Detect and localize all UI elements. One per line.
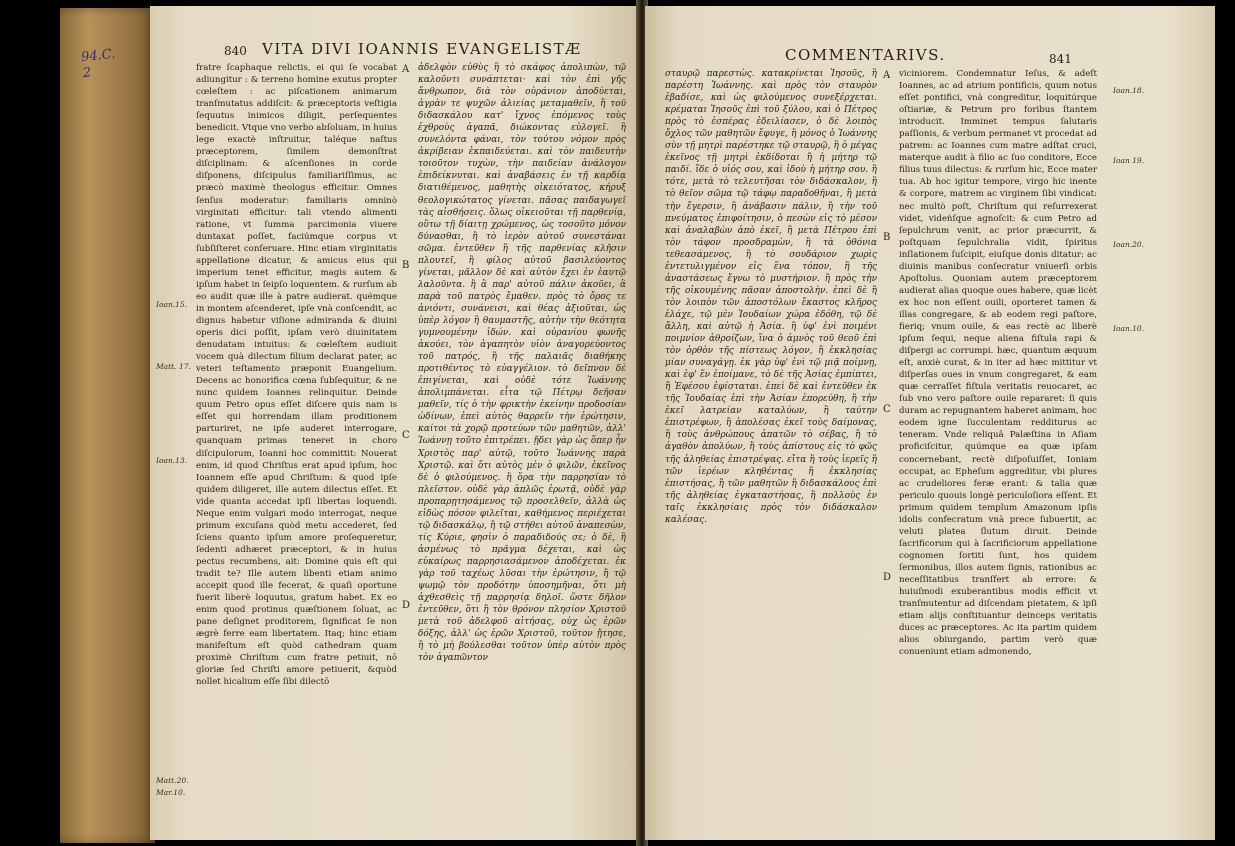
margin-note: Matt.20. — [156, 776, 189, 785]
margin-note: Mar.10. — [156, 788, 186, 797]
section-letter-b: B — [402, 260, 410, 271]
greek-column-right — [665, 68, 877, 834]
margin-note: Ioan 19. — [1113, 156, 1145, 165]
margin-note: Ioan.13. — [156, 456, 188, 465]
margin-note: Matt. 17. — [156, 362, 191, 371]
running-header-left: VITA DIVI IOANNIS EVANGELISTÆ — [262, 40, 582, 58]
section-letter-a: A — [883, 70, 891, 81]
section-letter-a: A — [402, 64, 410, 75]
latin-column-left — [196, 62, 397, 832]
running-header-right: COMMENTARIVS. — [785, 46, 946, 64]
greek-text-right: σταυρῷ παρεστὼς. κατακρίνεται Ἰησοῦς, ἢ παρέστη Ἰωάννης. καὶ πρὸς τὸν σταυρὸν ἐβαδίσε, καὶ ὡς φιλούμενος συνεξέρχεται. κρέμαται Ἰησοῦς ἐπὶ τοῦ ξύλου, καὶ ὁ Πέτρος πρὸς τὸ ἑσπέρας ἐδειλίασεν, ὁ δὲ λοιπὸς ὄχλος τῶν μαθητῶν ἔφυγε, ἢ μόνος ὁ Ἰωάννης σὺν τῇ μητρὶ παρέστηκε τῷ σταυρῷ, ἢ ὁ μέγας ἐκεῖνος τῇ μητρὶ ἐκδίδοται ἢ ἡ μήτηρ τῷ παιδί. ἴδε ὁ υἱός σου, καὶ ἰδοὺ ἡ μήτηρ σου. ἢ τότε, μετὰ τὸ τελευτῆσαι τὸν διδάσκαλον, ἢ τὸ θεῖον σῶμα τῷ τάφῳ παραδοθῆναι, ἢ μετὰ τὴν ἔγερσιν, ἢ ἀνάβασιν πάλιν, ἢ τὴν τοῦ πνεύματος ἐπιφοίτησιν, ὁ πεσὼν εἰς τὸ μέσον καὶ ἀναλαβὼν ἀπὸ ἐκεῖ, ἢ μετὰ Πέτρου ἐπὶ τὸν τάφον προσδραμὼν, ἢ τὰ ὀθόνια τεθεασάμενος, ἢ τὸ σουδάριον χωρὶς ἐντετυλιγμένον εἰς ἕνα τόπον, ἢ τῆς ἀναστάσεως ἔγνω τὸ μυστήριον. ἢ πρὸς τὴν τῆς οἰκουμένης πᾶσαν ἀποστολὴν. ἐπεὶ δὲ ἢ τὸν λοιπὸν τῶν ἀποστόλων ἕκαστος κλῆρος ἐλάχε, τῷ μὲν Ἰουδαίων χώρα ἐδόθη, τῷ δὲ ἄλλη, καὶ αὐτῷ ἡ Ἀσία. ἢ ὑφ' ἐνὶ ποιμένι ποιμνίον ἁθροίζων, ἵνα ὁ ἀμνὸς τοῦ θεοῦ ἐπὶ τὸν ὀρθὸν τῆς πίστεως λόγον, ἢ ἐκκλησίας μίαν συναγάγῃ. ἐκ γὰρ ὑφ' ἑνὶ τῷ μιᾷ ποίμνῃ, καὶ ἐφ' ἕν ἐποίμανε, τὸ δὲ τῆς Ἀσίας ἐμπίπτει, ἢ Ἐφέσου ἐφίσταται. ἐπεὶ δὲ καὶ ἐντεῦθεν ἐκ τῆς Ἰουδαίας ἐπὶ τὴν Ἀσίαν ἐπορεύθη, ἢ τὴν ἐκεῖ λατρείαν καταλύων, ἢ ταύτην ἐπιστρέφων, ἢ ἀπολέσας ἐκεῖ τοὺς δαίμονας, ἢ τοὺς ἀνθρώπους ἀπατῶν τὸ σέβας, ἢ τὸ ἀγαθὸν ἀπολύων, ἢ τοὺς ἀπίστους εἰς τὸ φῶς τῆς ἀληθείας ἐπιστρέψας. εἴτα ἢ τοὺς ἱερεῖς ἢ τῶν ἱερέων κληθέντας ἢ ἐκκλησίας ἐπιστήσας, ἢ τῶν μαθητῶν ἢ διδασκάλους ἐπὶ τῆς ἀληθείας ἐγκαταστήσας, ἢ πολλοὺς ἐν ταῖς ἐκκλησίαις πρὸς τὸν διδάσκαλον καλέσας. — [665, 69, 877, 525]
library-stamp: 94.C. 2 — [80, 46, 117, 82]
latin-text-left: fratre ſcaphaque relictis, ei qui ſe vocabat adiungitur : & terreno homine exutus propter cœleſtem : ac piſcationem animarum tranſmutatus addiſcit: & præceptoris veſtigia ſequutus inimicos diligit, perſequentes benedicit. Vtque vno verbo abſoluam, in huius lege exactè inſtruitur, taléque naſtus præceptorem, ſimilem demonſtrat diſciplinam: & aſcenſiones in corde diſponens, diſcipulus familiariſſimus, ac præcò maximè theologus efficitur. Omnes ſenſus moderatur: familiaris omninò virginitati efficitur: tali vtendo alimenti ratione, vt ſumma parcimonia viuere duntaxat poſſet, faciúmque corpus vt ſubſiſteret conſeruare. Hinc etiam virginitatis appellatione dicatur, & amicus eius qui imperium tenet efficitur, magis autem & ipſum habet in ſeipſo loquentem. & rurſum ab eo audit quæ ille à patre audierat. quémque in montem aſcenderet, ipſe vnà conſcendit, ac dignus habetur viſione admiranda & diuini operis dici poſſit, ipſam verò diuinitatem denudatam intuitus: & cœleſtem audiuit vocem quà dilectum filium declarat pater, ac veteri teſtamento præponit Euangelium. Decens ac honorifica cœna ſubſequitur, & ne nunc quidem Ioannes relinquitur. Deinde quum Petro opus eſſet diſcere quis nam is eſſet qui horrendam illam proditionem parturiret, ne ipſe auderet interrogare, quanquam primas teneret in choro diſcipulorum, Ioanni hoc committit: Nouerat enim, id quod Chriſtus erat apud ipſum, hoc Ioannem eſſe apud Chriſtum: & quod ipſe quidem diligeret, ille autem dilectus eſſet. Et vide quanta accedat ipſi libertas loquendi. Neque enim vulgari modo interrogat, neque primum excuſans quòd metu accederet, ſed ſciens quanto ipſum amore proſequeretur, ſedenti adhæret præceptori, & in huius pectus recumbens, ait: Domine quis eſt qui tradit te? Ille autem libenti etiam animo accepit quod ille fecerat, & quaſi oportune fuerit liberè loquutus, gratum habet. Ex eo enim quod protinus quæſtionem ſoluat, ac pane deſignet proditorem, ſignificat ſe non ægrè ferre eam libertatem. Itaq; hinc etiam manifeſtum eſt quòd cathedram quam proximè Chriſtum cum fratre petiuit, nō gloriæ ſed Chriſti amore petiuerit, &quòd nollet hicalium eſſe ſibi dilectō — [196, 63, 397, 688]
book-fore-edge — [60, 8, 155, 843]
section-letter-c: C — [883, 404, 891, 415]
page-number-right: 841 — [1049, 52, 1072, 66]
latin-text-right: viciniorem. Condemnatur Ieſus, & adeſt Ioannes, ac ad atrium pontificis, quum notus eſſet pontifici, vnà congreditur, loquitúrque oſtiariæ, & Petrum pro foribus ſtantem introducit. Imminet tempus ſalutaris paſſionis, & verbum permanet vt procedat ad patrem: ac Ioannes cum matre adſtat cruci, materque audit à filio ac ſuo conditore, Ecce filius tuus dilectus: & rurſum hic, Ecce mater tua. Ab hoc igitur tempore, virgo hic inente & corpore, matrem ac virginem ſibi vindicat: nec multò poſt, Chriſtum qui reſurrexerat videt, videńſque agnoſcit: & cum Petro ad ſepulchrum venit, ac prior præcurrit, & poſtquam ſepulchralia vidit, ſpiritus inſlationem ſuſcipit, eiuſque donis ditatur: ac diuinis manibus conſecratur vniuerſi orbis Apoſtolus. Quoniam autem præceptorem audierat alias quoque oues habere, quæ licèt ex hoc non eſſent ouili, oporteret tamen & illas congregare, & ab eodem regi paſtore, fieriq; vnum ouile, & eas rectè ac liberè ipſum ſequi, neque aliena fiſtula rapi & diſpergi ac corrumpi. hæc, quantum æquum eſt, anxiè curat, & in iter ad hæc mittitur vt diſperſas oues in vnum congregaret, & eam quæ cerraſſet fiſtula veritatis reuocaret, ac ſub vno vero paſtore ouile repararet: ſi quis duram ac repugnantem haberet animam, hoc eodem igne ſucculentam redditurus ac teneram. Vnde reliquâ Palæſtina in Aſiam proficiſcitur, quúmque ea quæ ipſam concernebant, rectè diſpoſuiſſet, Ioniam occupat, ac Epheſum aggreditur, vbi plures ac crudeliores feræ erant: & talia quæ periculo quouis longè periculoſiora eſſent. Et primum quidem templum Amazonum ipſis idolis confecratum vnà prece ſubuertit, ac veluti platea ſlutum diruit. Deinde ſacrificorum qui à ſacrificiorum appellatione cognomen ſortiti ſunt, hos quidem ſermonibus, illos autem ſignis, rationibus ac neceſſitatibus tranſfert ab errore: & huiuſmodi exuberantibus modis efficit vt tranſmutentur ad diſcendam pietatem, & ipſi etiam alijs conſtituantur deinceps veritatis duces ac præceptores. Ac ita partim quidem alios obiurgando, partim verò quæ conueniunt etiam admonendo, — [899, 69, 1097, 658]
margin-note: Ioan.18. — [1113, 86, 1145, 95]
section-letter-b: B — [883, 232, 891, 243]
page-number-left: 840 — [224, 44, 247, 58]
greek-text-left: ἀδελφὸν εὐθὺς ἢ τὸ σκάφος ἀπολιπὼν, τῷ καλοῦντι συνάπτεται· καὶ τὸν ἐπὶ γῆς ἄνθρωπον, διὰ τὸν οὐράνιον ἀποδύεται, ἀγρὰν τε ψυχῶν ἀλιείας μεταμαθεῖν, ἢ τοῦ διδασκάλου κατ' ἴχνος ἑπόμενος τοὺς ἐχθροὺς ἀγαπᾶ, διώκοντας εὐλογεῖ. ἢ συνελόντα φάναι, τὸν τούτου νόμον πρὸς ἀκρίβειαν ἐκπαιδεύεται. καὶ τὸν παιδευτὴν τοιοῦτον τυχὼν, τὴν παιδείαν ἀνάλογον ἐπιδείκνυται. καὶ ἀναβάσεις ἐν τῇ καρδίᾳ διατιθέμενος, μαθητὴς οἰκειότατος, κήρυξ θεολογικώτατος γίνεται. πᾶσας παιδαγωγεῖ τὰς αἰσθήσεις. ὅλως οἰκειοῦται τῇ παρθενίᾳ, οὕτω τῇ δίαιτῃ χρώμενος, ὡς τοσοῦτο μόνον δύνασθαι, ἢ τὸ ἱερὸν αὐτοῦ συνεστάναι σῶμα. ἐντεῦθεν ἢ τῆς παρθενίας κλῆσιν πλουτεῖ, ἢ φίλος αὐτοῦ βασιλεύοντος γίνεται, μᾶλλον δὲ καὶ αὐτὸν ἔχει ἐν ἑαυτῷ λαλοῦντα. ἢ ἃ παρ' αὐτοῦ πάλιν ἀκοῦει, ἃ παρὰ τοῦ πατρὸς ἔμαθεν. πρὸς τὸ ὄρος τε ἀνιόντι, συνάνεισι, καὶ θέας ἀξιοῦται, ὡς ὑπὲρ λόγον ἢ θαυμαστῆς, αὐτὴν τὴν θεότητα γυμνουμένην ἰδών. καὶ οὐρανίου φωνῆς ἀκούει, τὸν ἀγαπητὸν υἱὸν ἀναγορεύοντος τοῦ πατρός, ἢ τῆς παλαιᾶς διαθήκης προτιθέντος τὸ εὐαγγέλιον. τὸ δεῖπνον δὲ ἐπιγίνεται, καὶ οὐδὲ τότε Ἰωάννης ἀπολιμπάνεται. εἶτα τῷ Πέτρῳ δεῆσαν μαθεῖν, τίς ὁ τὴν φρικτὴν ἐκείνην προδοσίαν ὠδίνων, ἐπεὶ αὐτὸς θαρρεῖν τὴν ἐρώτησιν, καίτοι τὰ χορῷ προτεύων τῶν μαθητῶν, ἀλλ' Ἰωάννῃ τοῦτο ἐπιτρέπει. ᾔδει γὰρ ὡς ὅπερ ἦν Χριστὸς παρ' αὐτῷ, τοῦτο Ἰωάννης παρὰ Χριστῷ. καὶ ὅτι αὐτὸς μὲν ὁ φιλῶν, ἐκεῖνος δὲ ὁ φιλούμενος. ἢ ὅρα τὴν παρρησίαν τὸ πλεῖστον. οὐδὲ γὰρ ἁπλῶς ἐρωτᾷ, οὐδὲ γὰρ προπαρῃτησάμενος τῷ προσελθεῖν, ἀλλὰ ὡς εἰδὼς πόσον φιλεῖται, καθήμενος περιέχεται τῷ διδασκάλῳ, ἢ τῷ στήθει αὐτοῦ ἀναπεσὼν, τίς Κύριε, φησὶν ὁ παραδιδούς σε; ὁ δὲ, ἢ ἀσμένως τὸ πρᾶγμα δέχεται, καὶ ὡς εὐκαίρως παρρησιασάμενον ἀποδέχεται. ἐκ γὰρ τοῦ ταχέως λῦσαι τὴν ἐρώτησιν, ἢ τῷ ψωμῷ τὸν προδότην ὑποσημῆναι, ὅτι μὴ ἀχθεσθεὶς τῇ παρρησίᾳ δηλοῖ. ὥστε δῆλον ἐντεῦθεν, ὅτι ἢ τὸν θρόνον πλησίον Χριστοῦ μετὰ τοῦ ἀδελφοῦ αἰτήσας, οὐχ ὡς ἐρῶν δόξης, ἀλλ' ὡς ἐρῶν Χριστοῦ, τοῦτον ᾔτησε, ἢ τὸ μὴ βούλεσθαι τοῦτον ὑπὲρ αὐτὸν πρὸς τὸν ἀγαπῶντον — [418, 63, 626, 664]
section-letter-d: D — [883, 572, 892, 583]
margin-note: Ioan.15. — [156, 300, 188, 309]
margin-note: Ioan.10. — [1113, 324, 1145, 333]
right-page — [645, 6, 1215, 840]
greek-column-left — [418, 62, 626, 832]
left-page — [150, 6, 638, 840]
margin-note: Ioan.20. — [1113, 240, 1145, 249]
section-letter-d: D — [402, 600, 411, 611]
latin-column-right — [899, 68, 1097, 834]
section-letter-c: C — [402, 430, 410, 441]
